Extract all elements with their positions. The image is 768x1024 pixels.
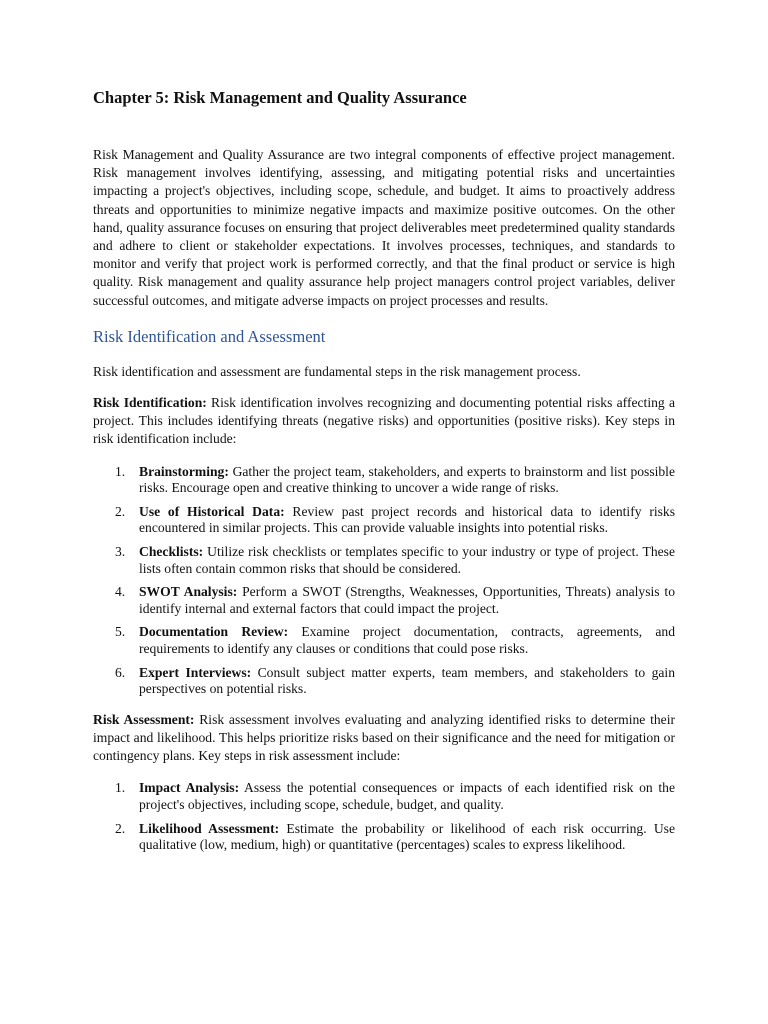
list-item-number: 1. xyxy=(115,780,126,796)
intro-paragraph: Risk Management and Quality Assurance are two integral components of effective project management. Risk management involves identifying, assessing, and mitigating potential risks and uncertainties impacting a project's objectives, including scope, schedule, and budget. It aims to proactively address threats and opportunities to minimize negative impacts and maximize positive outcomes. On the other hand, quality assurance focuses on ensuring that project deliverables meet predetermined quality standards and adhere to client or stakeholder expectations. It involves processes, techniques, and standards to monitor and verify that project work is performed correctly, and that the final product or service is high quality. Risk management and quality assurance help project managers control project variables, deliver successful outcomes, and mitigate adverse impacts on project processes and results. xyxy=(93,147,675,308)
list-item-text: Estimate the probability or likelihood of each risk occurring. Use qualitative (low, medium, high) or quantitative (percentages) scales to express likelihood. xyxy=(139,820,675,853)
list-item-number: 3. xyxy=(115,544,126,560)
section-lead-paragraph: Risk identification and assessment are fundamental steps in the risk management process. xyxy=(93,363,581,379)
list-item-number: 5. xyxy=(115,624,126,640)
list-item xyxy=(93,821,675,854)
risk-identification-text: Risk identification involves recognizing and documenting potential risks affecting a project. This includes identifying threats (negative risks) and opportunities (positive risks). Key steps in risk identification include: xyxy=(93,395,675,447)
list-item-term: Brainstorming: xyxy=(139,463,229,479)
list-item xyxy=(93,624,675,657)
list-item xyxy=(93,780,675,813)
risk-identification-paragraph xyxy=(93,394,675,449)
list-item-term: Use of Historical Data: xyxy=(139,503,285,519)
list-item-number: 6. xyxy=(115,664,126,680)
list-item xyxy=(93,504,675,537)
risk-assessment-paragraph xyxy=(93,711,675,766)
risk-identification-label: Risk Identification: xyxy=(93,395,207,411)
list-item xyxy=(93,584,675,617)
list-item xyxy=(93,464,675,497)
list-item xyxy=(93,665,675,698)
list-item-term: SWOT Analysis: xyxy=(139,584,238,600)
list-item-number: 2. xyxy=(115,820,126,836)
list-item-term: Likelihood Assessment: xyxy=(139,820,280,836)
list-item-number: 2. xyxy=(115,503,126,519)
risk-identification-list xyxy=(93,464,675,698)
list-item-text: Utilize risk checklists or templates specific to your industry or type of project. These lists often contain common risks that should be considered. xyxy=(139,544,675,576)
document-page xyxy=(93,88,675,861)
list-item xyxy=(93,544,675,577)
risk-assessment-text: Risk assessment involves evaluating and analyzing identified risks to determine their impact and likelihood. This helps prioritize risks based on their significance and the need for mitigation or contingency plans. Key steps in risk assessment include: xyxy=(93,711,676,764)
list-item-number: 4. xyxy=(115,584,126,600)
list-item-text: Assess the potential consequences or impacts of each identified risk on the project's objectives, including scope, schedule, budget, and quality. xyxy=(139,780,675,812)
list-item-text: Examine project documentation, contracts, agreements, and requirements to identify any clauses or conditions that could pose risks. xyxy=(139,624,676,656)
section-heading: Risk Identification and Assessment xyxy=(93,326,326,346)
list-item-number: 1. xyxy=(115,463,126,479)
risk-assessment-label: Risk Assessment: xyxy=(93,711,195,727)
list-item-term: Checklists: xyxy=(139,544,204,560)
list-item-text: Perform a SWOT (Strengths, Weaknesses, Opportunities, Threats) analysis to identify internal and external factors that could impact the project. xyxy=(139,584,675,616)
list-item-text: Review past project records and historical data to identify risks encountered in similar projects. This can provide valuable insights into potential risks. xyxy=(139,503,675,536)
list-item-term: Impact Analysis: xyxy=(139,780,240,796)
list-item-text: Gather the project team, stakeholders, and experts to brainstorm and list possible risks. Encourage open and creative thinking to uncover a wide range of risks. xyxy=(139,463,675,496)
risk-assessment-list xyxy=(93,780,675,853)
list-item-term: Expert Interviews: xyxy=(139,664,252,680)
list-item-text: Consult subject matter experts, team members, and stakeholders to gain perspectives on potential risks. xyxy=(139,664,675,697)
list-item-term: Documentation Review: xyxy=(139,624,289,640)
chapter-title: Chapter 5: Risk Management and Quality Assurance xyxy=(93,88,467,107)
